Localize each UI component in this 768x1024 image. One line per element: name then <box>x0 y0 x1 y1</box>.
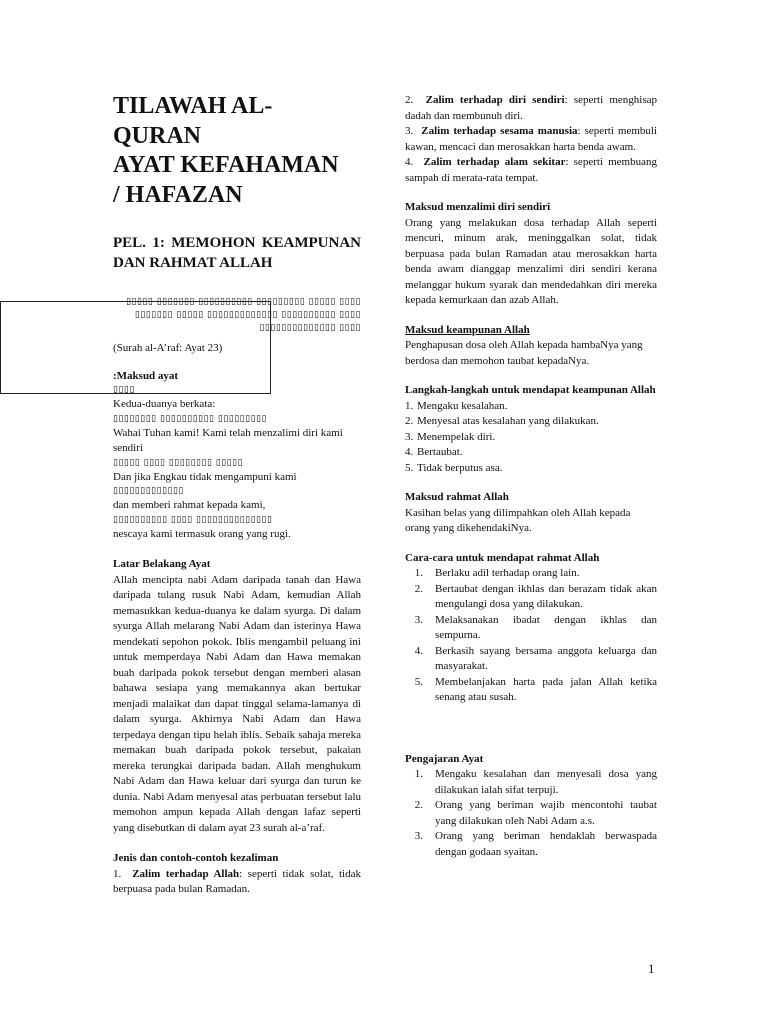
list-item: 2. Bertaubat dengan ikhlas dan berazam tidak akan mengulangi dosa yang dilakukan. <box>414 582 657 610</box>
langkah-heading: Langkah-langkah untuk mendapat keampunan Allah <box>405 384 656 396</box>
right-column <box>405 93 657 860</box>
list-item: 5. Membelanjakan harta pada jalan Allah ketika senang atau susah. <box>414 675 657 703</box>
translation-line: dan memberi rahmat kepada kami, <box>113 499 266 511</box>
list-item: 3. Melaksanakan ibadat dengan ikhlas dan sempurna. <box>414 613 657 641</box>
list-item: 2. Menyesal atas kesalahan yang dilakukan. <box>405 415 599 427</box>
title-line: QURAN <box>113 122 201 149</box>
translation-line: Kedua-duanya berkata: <box>113 398 216 410</box>
arabic-verse-block <box>113 296 361 898</box>
translation-line: Wahai Tuhan kami! Kami telah menzalimi diri kami sendiri <box>113 426 343 454</box>
rahmat-text: Kasihan belas yang dilimpahkan oleh Allah kepada orang yang dikehendakiNya. <box>405 506 631 534</box>
title-line: / HAFAZAN <box>113 181 243 208</box>
list-item: 5. Tidak berputus asa. <box>405 461 503 474</box>
title-line: TILAWAH AL- <box>113 93 273 119</box>
list-item: 4. Bertaubat. <box>405 446 463 458</box>
title-line: AYAT KEFAHAMAN <box>113 152 339 178</box>
langkah-list <box>405 399 657 477</box>
translation-line: Dan jika Engkau tidak mengampuni kami <box>113 470 297 483</box>
cara-heading: Cara-cara untuk mendapat rahmat Allah <box>405 551 600 564</box>
zalim-item-3: 3. Zalim terhadap sesama manusia: seperti membuli kawan, mencaci dan merosakkan harta benda awam. <box>405 125 658 153</box>
page-number: 1 <box>648 961 655 976</box>
cara-list <box>405 566 657 706</box>
page-title <box>113 92 363 210</box>
lesson-title: PEL. 1: MEMOHON KEAMPUNAN DAN RAHMAT ALLAH <box>113 235 361 271</box>
arabic-verse-line: ▯▯▯▯▯ ▯▯▯▯▯▯▯ ▯▯▯▯▯▯▯▯▯▯ ▯▯▯▯▯▯▯▯▯ ▯▯▯▯▯ ▯▯▯▯ <box>126 297 361 307</box>
maksud-zalim-heading: Maksud menzalimi diri sendiri <box>405 201 551 213</box>
arabic-fragment: ▯▯▯▯▯▯▯▯ ▯▯▯▯▯▯▯▯▯▯ ▯▯▯▯▯▯▯▯▯ <box>113 413 267 424</box>
list-item: 4. Berkasih sayang bersama anggota keluarga dan masyarakat. <box>414 644 657 672</box>
list-item: 3. Orang yang beriman hendaklah berwaspada dengan godaan syaitan. <box>414 830 657 858</box>
list-item: 1. Berlaku adil terhadap orang lain. <box>414 567 580 579</box>
zalim-item-1: 1. Zalim terhadap Allah: seperti tidak solat, tidak berpuasa pada bulan Ramadan. <box>113 867 361 895</box>
arabic-verse-line: ▯▯▯▯▯▯▯▯▯▯▯▯▯▯ ▯▯▯▯ <box>259 323 361 333</box>
maksud-ayat-label: :Maksud ayat <box>113 369 179 382</box>
latar-heading: Latar Belakang Ayat <box>113 558 211 570</box>
latar-text: Allah mencipta nabi Adam daripada tanah dan Hawa daripada tulang rusuk Nabi Adam, kemudian Allah memasukkan kedua-duanya ke dalam syurga. Di dalam syurga Allah melarang Nabi Adam dan isterinya Hawa mendekati sepohon pokok. Iblis mengambil peluang ini untuk memperdaya Nabi Adam dan Hawa memakan buah daripada pokok tersebut dengan memberi alasan bahawa sesiapa yang memakannya akan bertukar menjadi malaikat dan dapat tinggal selama-lamanya di dalam syurga. Akhirnya Nabi Adam dan Hawa terpedaya dengan tipu helah iblis. Sebaik sahaja mereka memakan buah daripada pokok tersebut, pakaian mereka terungkai daripada badan. Allah menghukum Nabi Adam dan Hawa keluar dari syurga dan turun ke dunia. Nabi Adam menyesal atas perbuatan tersebut lalu memohon ampun kepada Allah dengan lafaz seperti yang disebutkan di dalam ayat 23 surah al-a’raf. <box>113 573 361 834</box>
list-item: 1. Mengaku kesalahan dan menyesali dosa yang dilakukan ialah sifat terpuji. <box>414 768 657 796</box>
keampunan-text: Penghapusan dosa oleh Allah kepada hambaNya yang berdosa dan memohon taubat kepadaNya. <box>405 339 643 367</box>
zalim-item-4: 4. Zalim terhadap alam sekitar: seperti membuang sampah di merata-rata tempat. <box>405 156 657 184</box>
pengajaran-list <box>405 767 657 860</box>
arabic-fragment: ▯▯▯▯▯▯▯▯▯▯▯▯▯ <box>113 486 184 496</box>
arabic-fragment: ▯▯▯▯▯ ▯▯▯▯ ▯▯▯▯▯▯▯▯ ▯▯▯▯▯ <box>113 457 244 468</box>
maksud-zalim-text: Orang yang melakukan dosa terhadap Allah seperti mencuri, minum arak, meninggalkan solat, tidak berpuasa pada bulan Ramadan atau merosakkan harta benda awam dianggap menzalimi diri sendiri kerana melanggar hukum syarak dan mendedahkan diri mereka kepada kemurkaan dan azab Allah. <box>405 216 657 306</box>
translation-line: nescaya kami termasuk orang yang rugi. <box>113 527 291 540</box>
keampunan-heading: Maksud keampunan Allah <box>405 323 530 336</box>
list-item: 1. Mengaku kesalahan. <box>405 399 508 412</box>
arabic-fragment: ▯▯▯▯▯▯▯▯▯▯ ▯▯▯▯ ▯▯▯▯▯▯▯▯▯▯▯▯▯▯ <box>113 514 273 525</box>
rahmat-heading: Maksud rahmat Allah <box>405 491 509 503</box>
arabic-verse-line: ▯▯▯▯▯▯▯ ▯▯▯▯▯ ▯▯▯▯▯▯▯▯▯▯▯▯▯ ▯▯▯▯▯▯▯▯▯▯ ▯▯▯▯ <box>134 310 361 320</box>
verse-reference: (Surah al-A’raf: Ayat 23) <box>113 342 223 354</box>
arabic-fragment: ▯▯▯▯ <box>113 385 135 395</box>
list-item: 2. Orang yang beriman wajib mencontohi taubat yang dilakukan oleh Nabi Adam a.s. <box>414 799 657 827</box>
pengajaran-heading: Pengajaran Ayat <box>405 752 484 765</box>
zalim-item-2: 2. Zalim terhadap diri sendiri: seperti menghisap dadah dan membunuh diri. <box>405 94 657 122</box>
jenis-heading: Jenis dan contoh-contoh kezaliman <box>113 852 279 864</box>
list-item: 3. Menempelak diri. <box>405 430 496 443</box>
